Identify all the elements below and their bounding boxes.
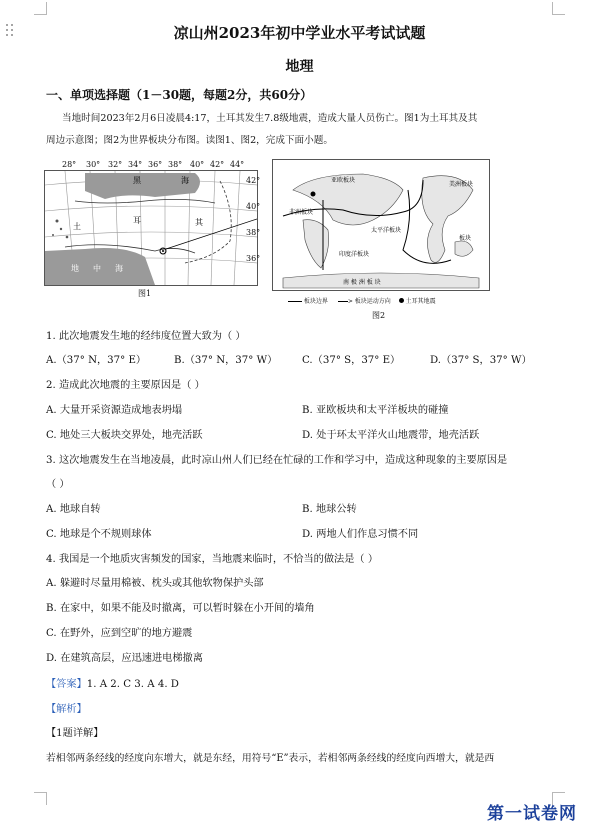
intro-line-1: 当地时间2023年2月6日凌晨4:17，土耳其发生7.8级地震，造成大量人员伤亡。图1为土耳其及其: [62, 113, 478, 124]
figure2-legend: 板块边界 > 板块运动方向 土耳其地震: [288, 296, 436, 305]
intro-line-2: 周边示意图；图2为世界板块分布图。读图1、图2，完成下面小题。: [46, 135, 333, 146]
figure1-svg: [45, 171, 257, 285]
legend-motion: 板块运动方向: [354, 298, 391, 305]
exam-title: 凉山州2023年初中学业水平考试试题: [173, 24, 426, 42]
legend-boundary: 板块边界: [303, 298, 328, 305]
fig1-lon-44: 44°: [230, 160, 245, 169]
q2-option-c[interactable]: C. 地处三大板块交界处，地壳活跃: [46, 430, 203, 441]
q2-option-a[interactable]: A. 大量开采资源造成地表坍塌: [46, 405, 183, 416]
answer-line: [46, 678, 179, 692]
label-qi: 其: [195, 218, 203, 227]
q1-option-a[interactable]: A.（37° N，37° E）: [46, 355, 147, 366]
plate-eurasian: 亚欧板块: [331, 177, 356, 184]
q2-option-b[interactable]: B. 亚欧板块和太平洋板块的碰撞: [302, 405, 449, 416]
q2-option-d[interactable]: D. 处于环太平洋火山地震带，地壳活跃: [302, 430, 480, 441]
plate-african: 非洲板块: [289, 209, 314, 216]
q4-option-c[interactable]: C. 在野外，应到空旷的地方避震: [46, 628, 193, 639]
fig1-lon-40: 40°: [190, 160, 205, 169]
fig1-lat-36: 36°: [246, 254, 261, 263]
fig1-lat-40: 40°: [246, 202, 261, 211]
figure2-svg: [273, 160, 489, 290]
label-med-1: 地: [71, 264, 79, 273]
fig1-lon-32: 32°: [108, 160, 123, 169]
crop-mark-bottom-left: [34, 792, 47, 805]
turkey-quake-marker: [311, 192, 316, 197]
answer-label: 【答案】: [46, 679, 87, 690]
q3-stem: 3. 这次地震发生在当地凌晨，此时凉山州人们已经在忙碌的工作和学习中，造成这种现象的主要原因是: [46, 455, 508, 466]
fig1-lon-30: 30°: [86, 160, 101, 169]
fig1-lon-42: 42°: [210, 160, 225, 169]
q3-stem-continued: （ ）: [46, 479, 70, 490]
plate-pacific: 太平洋板块: [371, 227, 402, 234]
label-tu: 土: [73, 222, 81, 231]
q2-stem: 2. 造成此次地震的主要原因是（ ）: [46, 380, 205, 391]
fig1-lon-38: 38°: [168, 160, 183, 169]
plate-antarctic: 南 极 洲 板 块: [343, 279, 381, 286]
crop-mark-top-right: [552, 2, 565, 15]
label-med-3: 海: [115, 264, 123, 273]
label-black-sea-2: 海: [181, 176, 189, 185]
watermark-logo: 第一试卷网: [487, 804, 577, 824]
detail-label: 【1题详解】: [46, 728, 104, 739]
explanation-line: 若相邻两条经线的经度向东增大，就是东经，用符号“E”表示，若相邻两条经线的经度向西增大，就是西: [46, 753, 495, 764]
figure1-map: [44, 170, 261, 286]
section-heading: 一、单项选择题（1－30题，每题2分，共60分）: [46, 88, 313, 102]
q1-option-c[interactable]: C.（37° S，37° E）: [302, 355, 401, 366]
figure2-map: [272, 159, 490, 291]
q3-option-c[interactable]: C. 地球是个不规则球体: [46, 529, 152, 540]
label-med-2: 中: [93, 264, 101, 273]
q4-stem: 4. 我国是一个地质灾害频发的国家，当地震来临时，不恰当的做法是（ ）: [46, 554, 379, 565]
q3-option-d[interactable]: D. 两地人们作息习惯不同: [302, 529, 419, 540]
q1-option-d[interactable]: D.（37° S，37° W）: [430, 355, 532, 366]
answer-text: 1. A 2. C 3. A 4. D: [86, 679, 179, 690]
figure2-caption: 图2: [372, 311, 386, 320]
crop-mark-top-left: [34, 2, 47, 15]
q3-option-a[interactable]: A. 地球自转: [46, 504, 101, 515]
fig1-lon-36: 36°: [148, 160, 163, 169]
q4-option-a[interactable]: A. 躲避时尽量用棉被、枕头或其他软物保护头部: [46, 578, 264, 589]
fig1-lon-28: 28°: [62, 160, 77, 169]
analysis-label: 【解析】: [46, 704, 87, 715]
plate-indian: 印度洋板块: [339, 251, 370, 258]
q4-option-b[interactable]: B. 在家中，如果不能及时撤离，可以暂时躲在小开间的墙角: [46, 603, 315, 614]
q1-option-b[interactable]: B.（37° N，37° W）: [174, 355, 278, 366]
plate-other: 板块: [459, 235, 472, 242]
q4-option-d[interactable]: D. 在建筑高层，应迅速进电梯撤离: [46, 653, 203, 664]
q3-option-b[interactable]: B. 地球公转: [302, 504, 357, 515]
label-black-sea-1: 黑: [133, 176, 141, 185]
label-er: 耳: [133, 216, 141, 225]
fig1-lat-38: 38°: [246, 228, 261, 237]
fig1-lon-34: 34°: [128, 160, 143, 169]
figure1-caption: 图1: [138, 289, 152, 298]
q1-stem: 1. 此次地震发生地的经纬度位置大致为（ ）: [46, 331, 246, 342]
fig1-lat-42: 42°: [246, 176, 261, 185]
plate-american: 美洲板块: [449, 181, 474, 188]
legend-quake: 土耳其地震: [405, 298, 436, 305]
subject-title: 地理: [285, 59, 314, 75]
